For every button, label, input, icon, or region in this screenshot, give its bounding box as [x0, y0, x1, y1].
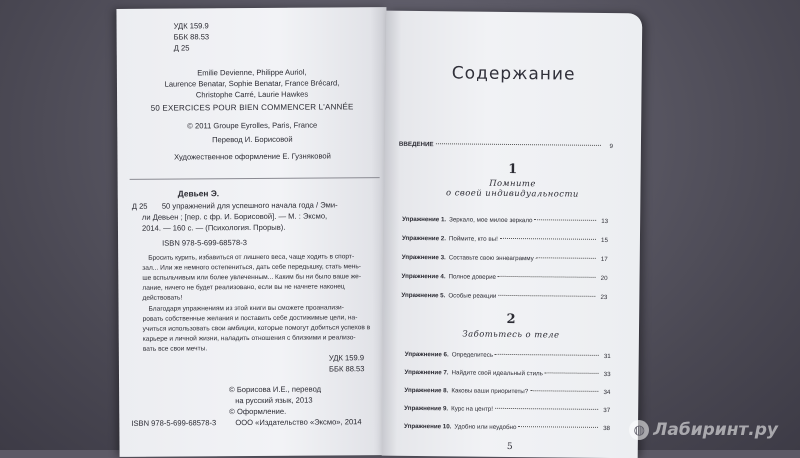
- isbn-bottom: ISBN 978-5-699-68578-3: [131, 418, 217, 428]
- toc-item-name: Полное доверие: [448, 273, 497, 281]
- toc-leader: [500, 238, 596, 240]
- toc-item-page: 31: [603, 352, 611, 361]
- watermark-text: Лабиринт.ру: [653, 420, 778, 440]
- toc-item-1[interactable]: [402, 216, 608, 225]
- toc-leader: [495, 408, 598, 410]
- toc-item-name: Найдите свой идеальный стиль: [451, 369, 543, 378]
- catalog-author: Девьен Э.: [177, 188, 220, 199]
- toc-item-2[interactable]: [402, 235, 608, 244]
- toc-item-name: Определитесь: [451, 351, 494, 359]
- toc-item-label: Упражнение 8.: [404, 386, 449, 395]
- toc-item-page: 15: [601, 236, 608, 245]
- divider: [130, 177, 380, 180]
- toc-item-label: Упражнение 4.: [401, 272, 446, 281]
- bbk-bottom: ББК 88.53: [328, 364, 365, 374]
- toc-item-name: Составьте свою эннеаграмму: [448, 254, 534, 263]
- watermark: [629, 420, 778, 440]
- chapter-1-line-1: Помните: [489, 177, 536, 189]
- toc-item-page: 33: [603, 370, 611, 379]
- copyright-fr: © 2011 Groupe Eyrolles, Paris, France: [187, 120, 318, 131]
- toc-item-name: Удобно или неудобно: [454, 423, 517, 432]
- catalog-line-1: 50 упражнений для успешного начала года / Эми-: [161, 200, 338, 211]
- toc-item-8[interactable]: [404, 387, 610, 396]
- toc-item-10[interactable]: [404, 423, 610, 432]
- labirint-logo-icon: ◍: [629, 420, 649, 440]
- catalog-line-3: 2014. — 160 с. — (Психология. Прорыв).: [141, 222, 286, 233]
- catalog-line-2: ли Девьен ; [пер. с фр. И. Борисовой]. — М. : Эксмо,: [141, 211, 328, 222]
- toc-leader: [530, 390, 598, 392]
- toc-item-label: Упражнение 7.: [404, 368, 449, 377]
- annotation-line-3: ше вспыльчивым или более увлеченным... Каким бы ни было ваше же-: [142, 273, 362, 282]
- toc-item-page: 34: [603, 388, 611, 397]
- toc-leader: [535, 219, 597, 221]
- toc-intro-page: 9: [609, 143, 613, 151]
- annotation-line-5: действовать!: [142, 294, 183, 302]
- toc-item-name: Каковы ваши приоритеты?: [451, 387, 529, 396]
- translation: Перевод И. Борисовой: [212, 134, 293, 145]
- copyright-ru-3: © Оформление.: [229, 406, 287, 417]
- copyright-ru-2: на русский язык, 2013: [235, 395, 313, 406]
- copyright-ru-1: © Борисова И.Е., перевод: [229, 384, 322, 395]
- original-title: 50 EXERCICES POUR BIEN COMMENCER L'ANNÉE: [150, 102, 354, 113]
- annotation-line-7: ровать собственные желания и поставить себе достижимые цели, на-: [142, 314, 358, 323]
- toc-leader: [518, 426, 598, 428]
- toc-item-name: Курс на центр!: [451, 405, 494, 413]
- udk-bottom: УДК 159.9: [328, 353, 365, 363]
- toc-item-label: Упражнение 9.: [404, 404, 449, 413]
- toc-item-page: 23: [600, 293, 608, 302]
- toc-item-page: 20: [600, 274, 608, 283]
- toc-item-name: Поймите, кто вы!: [448, 235, 498, 243]
- toc-item-label: Упражнение 1.: [402, 215, 447, 224]
- annotation-line-4: лание, ничего не будет реализовано, если вы не начнете наконец: [142, 283, 345, 292]
- toc-item-label: Упражнение 6.: [404, 350, 449, 359]
- annotation-line-8: учиться использовать свои амбиции, которые помогут добиться успехов в: [142, 324, 371, 333]
- toc-item-page: 37: [603, 406, 611, 415]
- toc-item-7[interactable]: [405, 369, 611, 378]
- toc-leader: [436, 143, 601, 146]
- chapter-2-line-1: Заботьтесь о теле: [462, 328, 560, 340]
- toc-item-name: Особые реакции: [448, 292, 497, 300]
- toc-item-page: 17: [600, 255, 608, 264]
- toc-item-label: Упражнение 2.: [401, 234, 446, 243]
- authors-line-2: Laurence Benatar, Sophie Benatar, France Brécard,: [164, 78, 340, 89]
- toc-item-5[interactable]: [401, 292, 607, 301]
- toc-item-page: 38: [603, 424, 611, 433]
- toc-item-page: 13: [601, 217, 609, 226]
- chapter-1-line-2: о своей индивидуальности: [445, 187, 579, 199]
- art-design: Художественное оформление Е. Гузняковой: [174, 151, 331, 162]
- chapter-2-number: 2: [506, 311, 516, 328]
- toc-item-name: Зеркало, мое милое зеркало: [449, 216, 533, 225]
- toc-item-label: Упражнение 5.: [401, 291, 446, 300]
- isbn-mid: ISBN 978-5-699-68578-3: [162, 238, 247, 248]
- annotation-line-10: вать все свои мечты.: [142, 345, 208, 353]
- chapter-1-number: 1: [508, 161, 518, 178]
- toc-item-9[interactable]: [404, 405, 610, 414]
- page-number: 5: [506, 441, 513, 453]
- authors-line-3: Christophe Carré, Laurie Hawkes: [195, 89, 309, 100]
- page-title: Содержание: [451, 63, 576, 85]
- authors-line-1: Emilie Devienne, Philippe Auriol,: [197, 67, 307, 78]
- annotation-line-9: карьере и личной жизни, наладить отношения с близкими и реализо-: [142, 334, 356, 343]
- catalog-code: Д 25: [131, 201, 148, 211]
- udk-top: УДК 159.9: [173, 21, 209, 31]
- bbk-top: ББК 88.53: [173, 32, 210, 42]
- toc-leader: [498, 295, 595, 297]
- annotation-line-6: Благодаря упражнениям из этой книги вы сможете проанализи-: [148, 304, 344, 313]
- toc-item-3[interactable]: [402, 254, 608, 263]
- toc-item-6[interactable]: [405, 351, 611, 360]
- toc-leader: [498, 276, 596, 278]
- toc-item-label: Упражнение 3.: [401, 253, 446, 262]
- toc-leader: [536, 257, 596, 259]
- copyright-ru-4: ООО «Издательство «Эксмо», 2014: [235, 417, 362, 428]
- left-page: [116, 7, 389, 457]
- toc-intro-label: ВВЕДЕНИЕ: [398, 140, 434, 149]
- annotation-line-2: зал... Или же немного остепениться, дать себе передышку, стать мень-: [142, 263, 362, 272]
- annotation-line-1: Бросить курить, избавиться от лишнего веса, чаще ходить в спорт-: [148, 253, 355, 262]
- right-page: [382, 11, 643, 458]
- toc-intro[interactable]: [399, 141, 613, 150]
- toc-leader: [495, 354, 599, 356]
- toc-leader: [545, 372, 599, 374]
- d25-top: Д 25: [173, 43, 190, 53]
- toc-item-label: Упражнение 10.: [403, 422, 452, 431]
- toc-item-4[interactable]: [402, 273, 608, 282]
